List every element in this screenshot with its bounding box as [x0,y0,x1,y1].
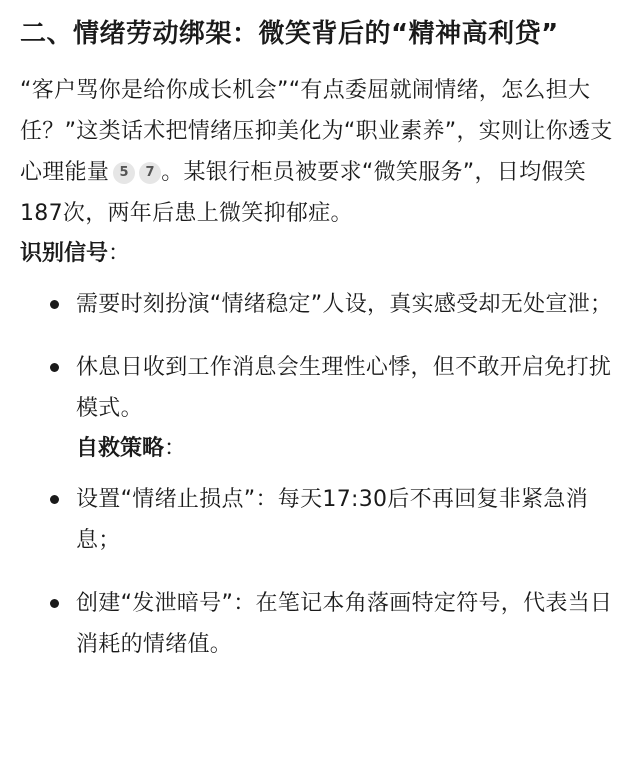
bullet-dot-icon [50,300,59,309]
bullet-dot-icon [50,495,59,504]
intro-text-continued: 。某银行柜员被要求“微笑服务”，日均假笑187次，两年后患上微笑抑郁症。 [20,160,586,226]
self-help-strategies-label: 自救策略： [76,436,187,461]
list-item-text: 需要时刻扮演“情绪稳定”人设，真实感受却无处宣泄； [76,292,613,317]
identify-signals-label: 识别信号： [20,241,131,266]
bullet-dot-icon [50,363,59,372]
citation-badge[interactable]: 7 [139,162,161,184]
list-item-text: 设置“情绪止损点”：每天17:30后不再回复非紧急消息； [76,487,588,553]
bullet-dot-icon [50,599,59,608]
list-item [20,347,622,429]
citation-badge[interactable]: 5 [113,162,135,184]
intro-paragraph [20,70,622,234]
section-heading: 二、情绪劳动绑架：微笑背后的“精神高利贷” [20,19,559,49]
list-item [20,479,622,561]
list-item-text: 创建“发泄暗号”：在笔记本角落画特定符号，代表当日消耗的情绪值。 [76,591,613,657]
list-item-text: 休息日收到工作消息会生理性心悸，但不敢开启免打扰模式。 [76,355,612,421]
intro-text: “客户骂你是给你成长机会”“有点委屈就闹情绪，怎么担大任？”这类话术把情绪压抑美化为“职业素养”，实则让你透支心理能量 [20,78,613,185]
identify-signals-list [20,284,622,429]
list-item [20,583,622,665]
list-item [20,284,622,325]
self-help-strategies-list [20,479,622,665]
